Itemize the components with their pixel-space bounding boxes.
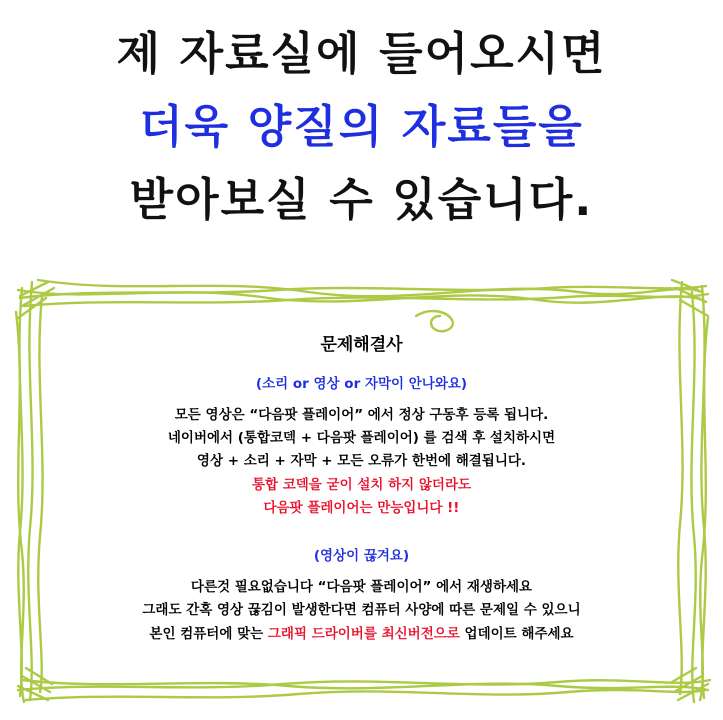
section1-line-3: 영상 + 소리 + 자막 + 모든 오류가 한번에 해결됩니다. <box>196 453 527 470</box>
section2-question: (영상이 끊겨요) <box>313 548 410 565</box>
headline-line-3: 받아보실 수 있습니다. <box>129 172 594 226</box>
panel-title: 문제해결사 <box>320 335 403 355</box>
section1-line-1: 모든 영상은 “다음팟 플레이어” 에서 정상 구동후 등록 됩니다. <box>174 407 549 423</box>
final-line-highlight: 그래픽 드라이버를 최신버전으로 <box>267 625 460 642</box>
section1-emphasis-2: 다음팟 플레이어는 만능입니다 !! <box>263 499 460 516</box>
sketch-frame-wrapper <box>8 272 715 708</box>
section2-line-1: 다른것 필요없습니다 “다음팟 플레이어” 에서 재생하세요 <box>190 579 533 596</box>
headline-line-2: 더욱 양질의 자료들을 <box>139 99 584 153</box>
section2-line-2: 그래도 간혹 영상 끊김이 발생한다면 컴퓨터 사양에 따른 문제일 수 있으니 <box>142 602 581 619</box>
section1-emphasis-1: 통합 코덱을 굳이 설치 하지 않더라도 <box>251 476 472 493</box>
headline-line-1: 제 자료실에 들어오시면 <box>116 27 607 80</box>
panel-content <box>8 272 715 708</box>
section2-final-line <box>52 623 671 646</box>
final-line-suffix: 업데이트 해주세요 <box>459 625 574 642</box>
headline-block <box>0 18 723 237</box>
section1-question: (소리 or 영상 or 자막이 안나와요) <box>255 376 468 392</box>
section-divider <box>52 520 671 544</box>
section1-line-2: 네이버에서 (통합코덱 + 다음팟 플레이어) 를 검색 후 설치하시면 <box>167 430 556 447</box>
final-line-prefix: 본인 컴퓨터에 맞는 <box>149 625 268 642</box>
